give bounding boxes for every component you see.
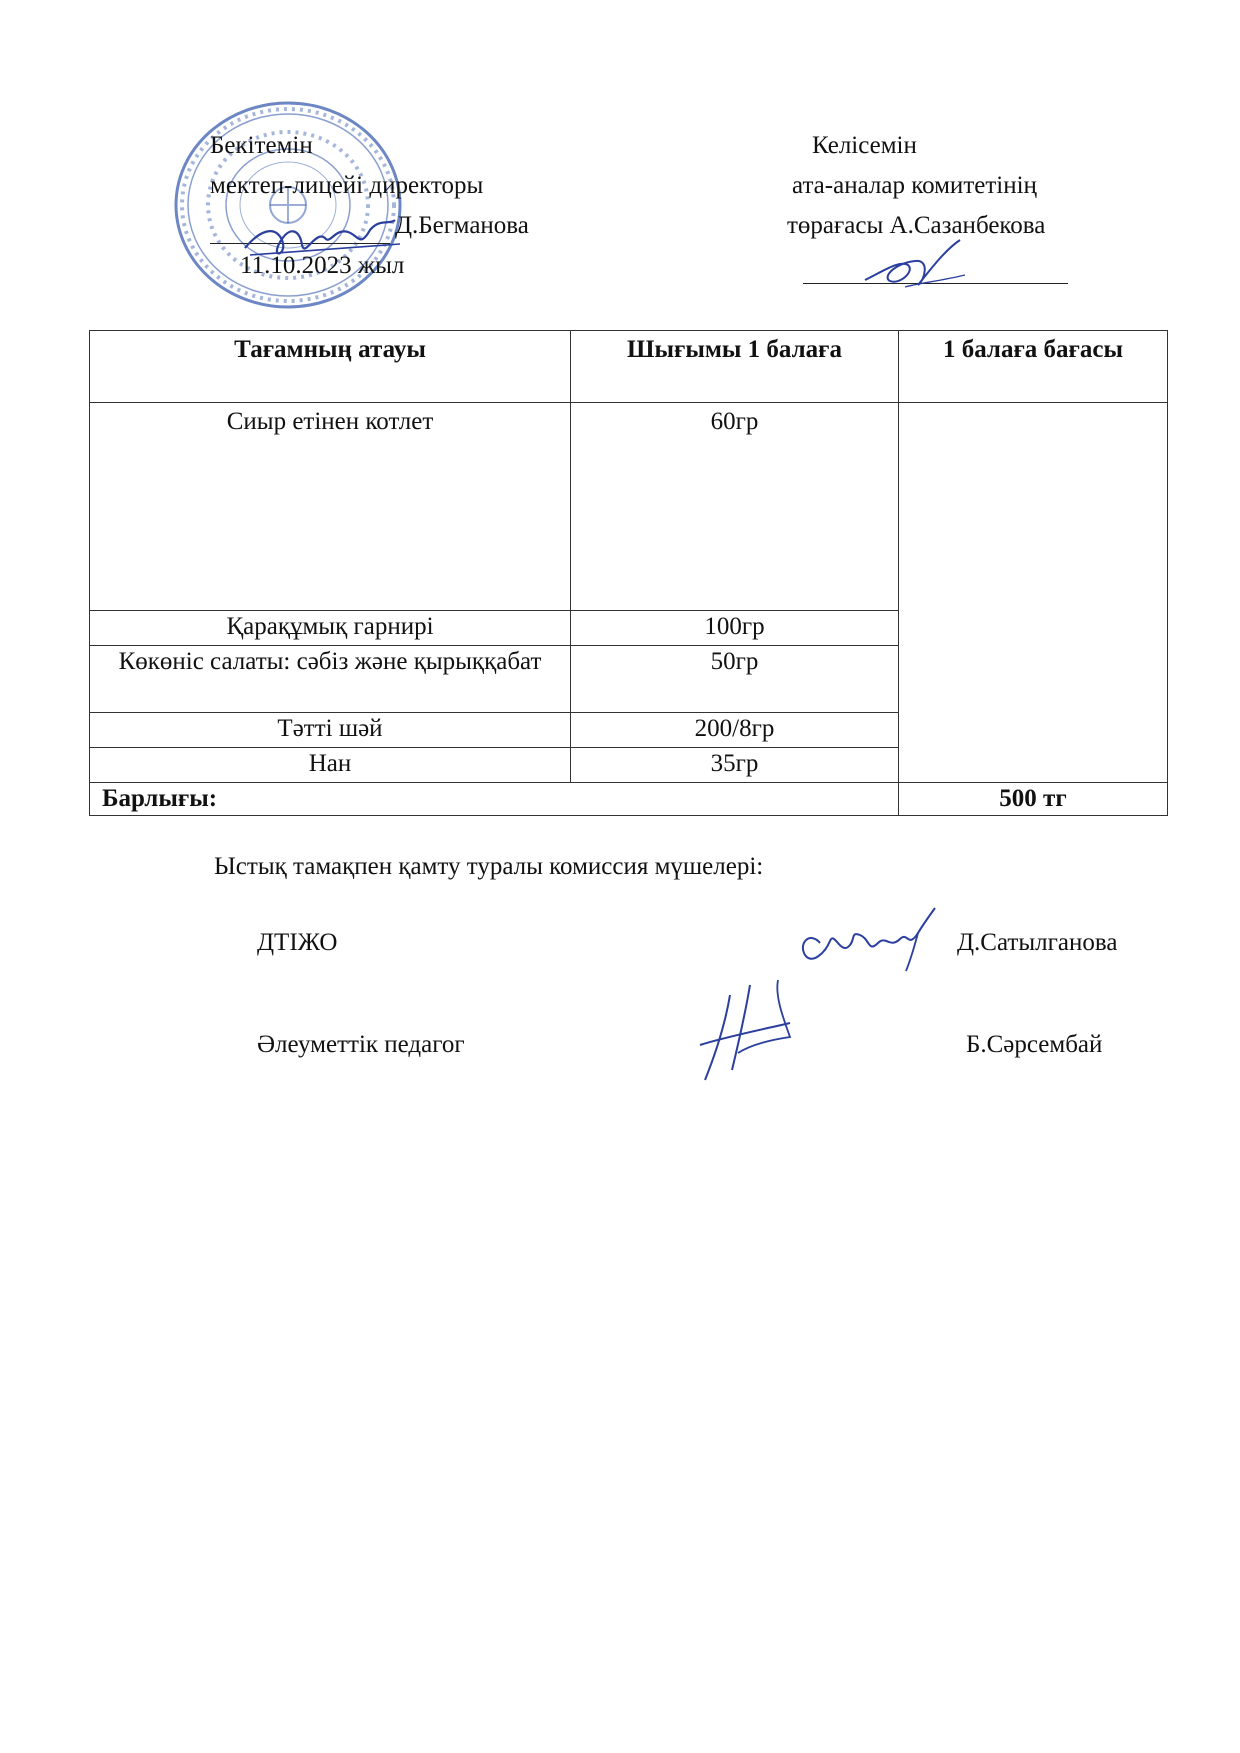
member-role: Әлеуметтік педагог — [257, 1031, 465, 1058]
dish-yield-cell: 60гр — [571, 403, 899, 611]
dish-name-cell: Көкөніс салаты: сәбіз және қырыққабат — [90, 646, 571, 713]
dish-name-cell: Нан — [90, 748, 571, 783]
header-dish-name: Тағамның атауы — [90, 331, 571, 403]
approval-signatory: Д.Бегманова — [395, 212, 529, 239]
dish-yield-cell: 35гр — [571, 748, 899, 783]
agreement-title: Келісемін — [812, 132, 917, 159]
approval-date: 11.10.2023 жыл — [240, 252, 405, 279]
header-price: 1 балаға бағасы — [899, 331, 1168, 403]
dish-name-cell: Тәтті шәй — [90, 713, 571, 748]
header-yield: Шығымы 1 балаға — [571, 331, 899, 403]
agreement-block — [787, 126, 1045, 246]
director-signature — [230, 200, 410, 280]
member-role: ДТІЖО — [257, 929, 338, 956]
dish-yield-cell: 200/8гр — [571, 713, 899, 748]
agreement-position: ата-аналар комитетінің — [792, 172, 1037, 199]
menu-table — [89, 330, 1168, 816]
member-signature — [790, 903, 950, 978]
dish-yield-cell: 50гр — [571, 646, 899, 713]
member-signature — [690, 975, 800, 1085]
table-header-row — [90, 331, 1168, 403]
committee-signature — [860, 235, 970, 295]
agreement-signatory: төрағасы А.Сазанбекова — [787, 212, 1046, 239]
dish-name-cell: Қарақұмық гарнирі — [90, 611, 571, 646]
approval-position: мектеп-лицейі директоры — [210, 172, 484, 199]
total-row — [90, 783, 1168, 816]
price-cell — [899, 403, 1168, 783]
commission-title: Ыстық тамақпен қамту туралы комиссия мүшелері: — [214, 853, 764, 880]
dish-name-cell: Сиыр етінен котлет — [90, 403, 571, 611]
table-row — [90, 403, 1168, 611]
total-value: 500 тг — [899, 783, 1168, 816]
dish-yield-cell: 100гр — [571, 611, 899, 646]
member-name: Д.Сатылганова — [957, 929, 1118, 956]
total-label: Барлығы: — [90, 783, 899, 816]
approval-title: Бекітемін — [210, 132, 313, 159]
member-name: Б.Сәрсембай — [966, 1031, 1103, 1058]
